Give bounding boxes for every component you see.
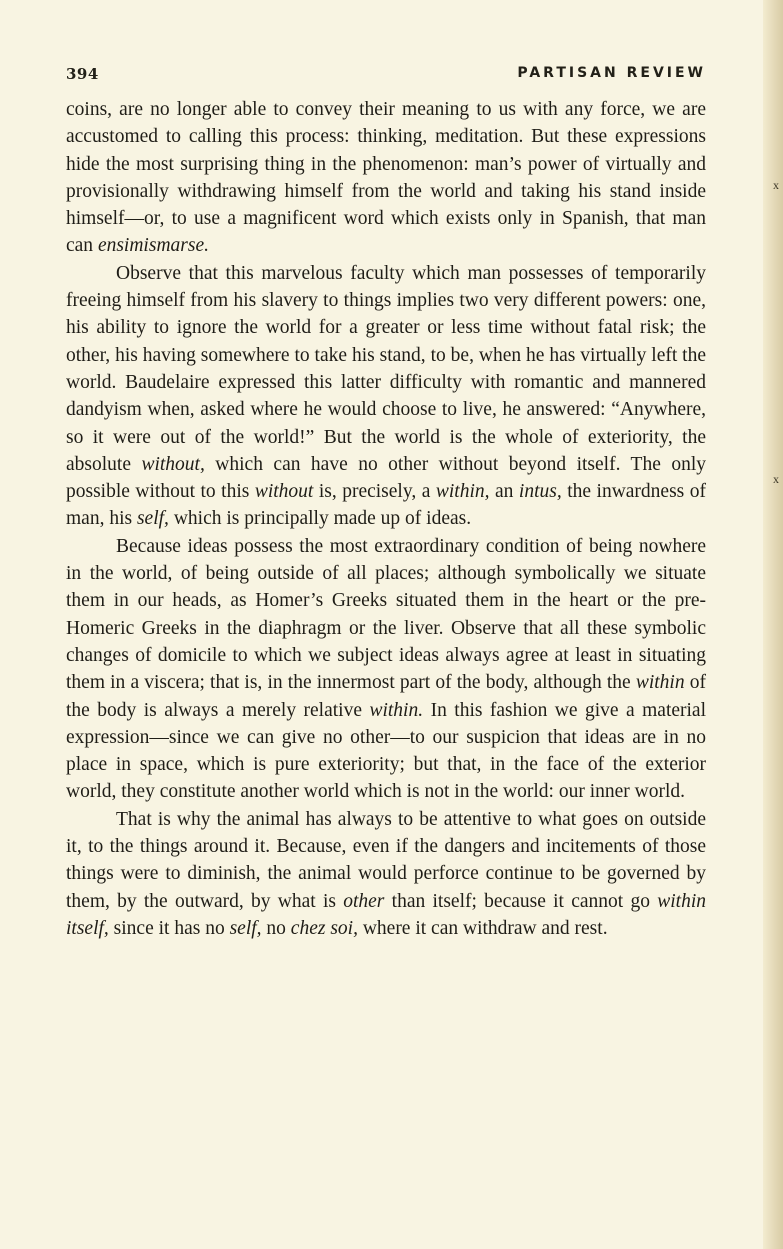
italic-text-segment: within itself, xyxy=(66,890,706,939)
running-head: PARTISAN REVIEW xyxy=(517,65,706,81)
italic-text-segment: other xyxy=(343,890,385,912)
paragraph xyxy=(66,96,706,260)
text-segment: Because ideas possess the most extraordinary condition of being nowhere in the world, of being outside of all places; although symbolically we situate them in our heads, as Homer’s Greeks situated them in the heart or the pre-Homeric Greeks in the diaphragm or the liver. Observe that all these symbolic changes of domicile to which we subject ideas always agree at least in situating them in a viscera; that is, in the innermost part of the body, although the xyxy=(66,535,706,694)
italic-text-segment: chez soi, xyxy=(290,917,358,939)
text-segment: That is why the animal has always to be attentive to what goes on outside it, to the things around it. Because, even if the dangers and incitements of those things were to diminish, the animal would perforce continue to be governed by them, by the outward, by what is xyxy=(66,808,706,912)
text-segment: the inwardness of man, his xyxy=(66,481,706,530)
text-segment: coins, are no longer able to convey their meaning to us with any force, we are accustomed to calling this process: thinking, meditation. But these expressions hide the most surprising thing in the phenomenon: man’s power of virtually and provisionally withdrawing himself from the world and taking his stand inside himself—or, to use a magnificent word which exists only in Spanish, that man can xyxy=(66,99,706,257)
paragraph xyxy=(66,260,706,533)
italic-text-segment: within. xyxy=(369,699,424,721)
text-segment: no xyxy=(261,917,291,939)
text-segment: than itself; because it cannot go xyxy=(384,890,658,912)
italic-text-segment: without, xyxy=(141,453,205,475)
text-segment: where it can withdraw and rest. xyxy=(357,917,608,939)
italic-text-segment: within, xyxy=(435,481,490,503)
italic-text-segment: self, xyxy=(229,917,262,939)
page-header xyxy=(66,63,706,87)
text-segment: which can have no other without beyond itself. The only possible without to this xyxy=(66,453,706,503)
margin-mark: x xyxy=(773,472,779,486)
text-segment: which is principally made up of ideas. xyxy=(168,508,472,530)
italic-text-segment: without xyxy=(254,481,314,503)
body-text xyxy=(66,96,706,942)
text-segment: Observe that this marvelous faculty which man possesses of temporarily freeing himself from his slavery to things implies two very different powers: one, his ability to ignore the world for a greater or less time without fatal risk; the other, his having somewhere to take his stand, to be, when he has virtually left the world. Baudelaire expressed this latter difficulty with romantic and mannered dandyism when, asked where he would choose to live, he answered: “Anywhere, so it were out of the world!” But the world is the whole of exteriority, the absolute xyxy=(66,262,706,475)
paragraph xyxy=(66,533,706,806)
text-segment: In this fashion we give a material expression—since we can give no other—to our suspicion that ideas are in no place in space, which is pure exteriority; but that, in the face of the exterior world, they constitute another world which is not in the world: our inner world. xyxy=(66,699,707,803)
margin-mark: x xyxy=(773,178,779,192)
text-segment: is, precisely, a xyxy=(313,481,436,503)
italic-text-segment: within xyxy=(635,672,685,694)
page-number: 394 xyxy=(66,65,99,83)
italic-text-segment: self, xyxy=(136,508,169,530)
italic-text-segment: ensimismarse. xyxy=(97,235,209,257)
italic-text-segment: intus, xyxy=(518,481,562,503)
text-segment: since it has no xyxy=(108,917,230,939)
text-segment: of the body is always a merely relative xyxy=(66,672,707,721)
paragraph xyxy=(66,806,706,942)
text-segment: an xyxy=(489,481,519,503)
